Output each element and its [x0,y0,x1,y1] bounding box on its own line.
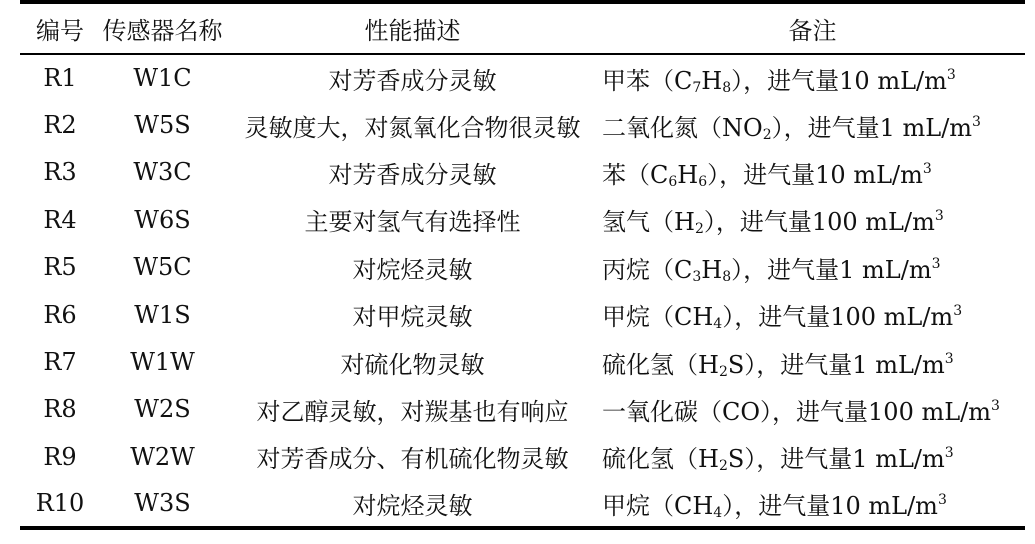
cell-description: 对硫化物灵敏 [340,350,485,379]
note-segment: 氢气（H [602,208,695,237]
note-segment: S），进气量1 mL/m [727,350,945,379]
cell-sensor-name: W3C [133,158,192,187]
table-row [20,149,1025,196]
table-row [20,244,1025,291]
table-row [20,54,1025,101]
cell-note [600,291,1025,338]
cell-description: 对甲烷灵敏 [352,303,473,332]
note-segment: 3 [922,160,932,177]
note-segment: ），进气量1 mL/m [731,255,932,284]
cell-sensor-name: W5C [133,253,192,282]
cell-code: R8 [43,395,77,424]
note-segment: 3 [937,491,947,508]
note-segment: 2 [718,458,728,475]
note-segment: 3 [946,66,956,83]
note-segment: 甲苯（C [602,66,693,95]
cell-code: R7 [43,348,77,377]
cell-code: R4 [43,205,77,234]
table-row [20,433,1025,480]
cell-sensor-name: W2S [134,395,191,424]
cell-sensor-name: W6S [134,205,191,234]
note-segment: 甲烷（CH [602,303,714,332]
note-segment: ），进气量1 mL/m [771,113,973,142]
note-segment: 二氧化氮（NO [602,113,763,142]
header-description: 性能描述 [225,2,600,54]
note-segment: 3 [991,397,1000,414]
cell-sensor-name: W1C [133,64,192,93]
header-sensor-name: 传感器名称 [100,2,225,54]
note-segment: H [677,160,699,189]
note-segment: ），进气量10 mL/m [722,491,938,520]
cell-description: 对烷烃灵敏 [225,481,600,528]
cell-description: 主要对氢气有选择性 [304,208,521,237]
cell-description: 对芳香成分灵敏 [328,66,497,95]
cell-sensor-name: W1S [134,300,191,329]
cell-sensor-name: W2W [130,442,195,471]
table-row [20,386,1025,433]
cell-note [600,196,1025,243]
cell-sensor-name: W1W [130,348,195,377]
note-segment: 6 [698,173,708,190]
note-segment: ），进气量10 mL/m [707,160,923,189]
cell-note [600,54,1025,101]
table-header [20,2,1025,54]
note-segment: 硫化氢（H [602,445,719,474]
note-segment: 一氧化碳（CO），进气量100 mL/m [602,397,992,426]
cell-sensor-name: W3S [100,481,225,528]
sensor-table [20,0,1025,530]
note-segment: 甲烷（CH [602,491,714,520]
cell-code: R2 [43,111,77,140]
table-row [20,291,1025,338]
cell-code: R1 [43,64,77,93]
cell-note [600,101,1025,148]
cell-note [600,338,1025,385]
cell-note [600,244,1025,291]
cell-code: R5 [43,253,77,282]
cell-code: R10 [20,481,100,528]
cell-code: R6 [43,300,77,329]
table-row [20,481,1025,528]
cell-description: 灵敏度大，对氮氧化合物很灵敏 [244,113,581,142]
cell-description: 对乙醇灵敏，对羰基也有响应 [256,397,569,426]
note-segment: 3 [692,268,702,285]
table-body [20,54,1025,528]
note-segment: 4 [713,504,723,521]
note-segment: H [701,255,723,284]
header-note: 备注 [600,2,1025,54]
cell-code: R3 [43,158,77,187]
note-segment: 2 [762,126,772,143]
cell-description: 对烷烃灵敏 [352,255,473,284]
note-segment: ），进气量100 mL/m [722,303,954,332]
sensor-table-container [20,0,1025,530]
table-row [20,196,1025,243]
cell-note [600,149,1025,196]
note-segment: 硫化氢（H [602,350,719,379]
note-segment: 2 [718,363,728,380]
note-segment: H [701,66,723,95]
note-segment: 8 [722,268,732,285]
cell-description: 对芳香成分灵敏 [328,160,497,189]
header-code: 编号 [20,2,100,54]
note-segment: 4 [713,316,723,333]
note-segment: 8 [722,79,732,96]
cell-note [600,433,1025,480]
note-segment: 3 [944,350,954,367]
cell-sensor-name: W5S [134,111,191,140]
note-segment: 3 [931,255,941,272]
note-segment: 3 [972,113,981,130]
note-segment: 苯（C [602,160,669,189]
cell-code: R9 [43,442,77,471]
table-row [20,101,1025,148]
note-segment: 3 [944,445,954,462]
note-segment: 3 [934,208,944,225]
note-segment: 7 [692,79,702,96]
note-segment: 6 [668,173,678,190]
note-segment: 丙烷（C [602,255,693,284]
table-row [20,338,1025,385]
note-segment: 2 [694,221,704,238]
cell-description: 对芳香成分、有机硫化物灵敏 [256,445,569,474]
note-segment: 3 [953,303,963,320]
note-segment: ），进气量100 mL/m [703,208,935,237]
cell-note [600,386,1025,433]
note-segment: S），进气量1 mL/m [727,445,945,474]
cell-note [600,481,1025,528]
note-segment: ），进气量10 mL/m [731,66,947,95]
header-row [20,2,1025,54]
